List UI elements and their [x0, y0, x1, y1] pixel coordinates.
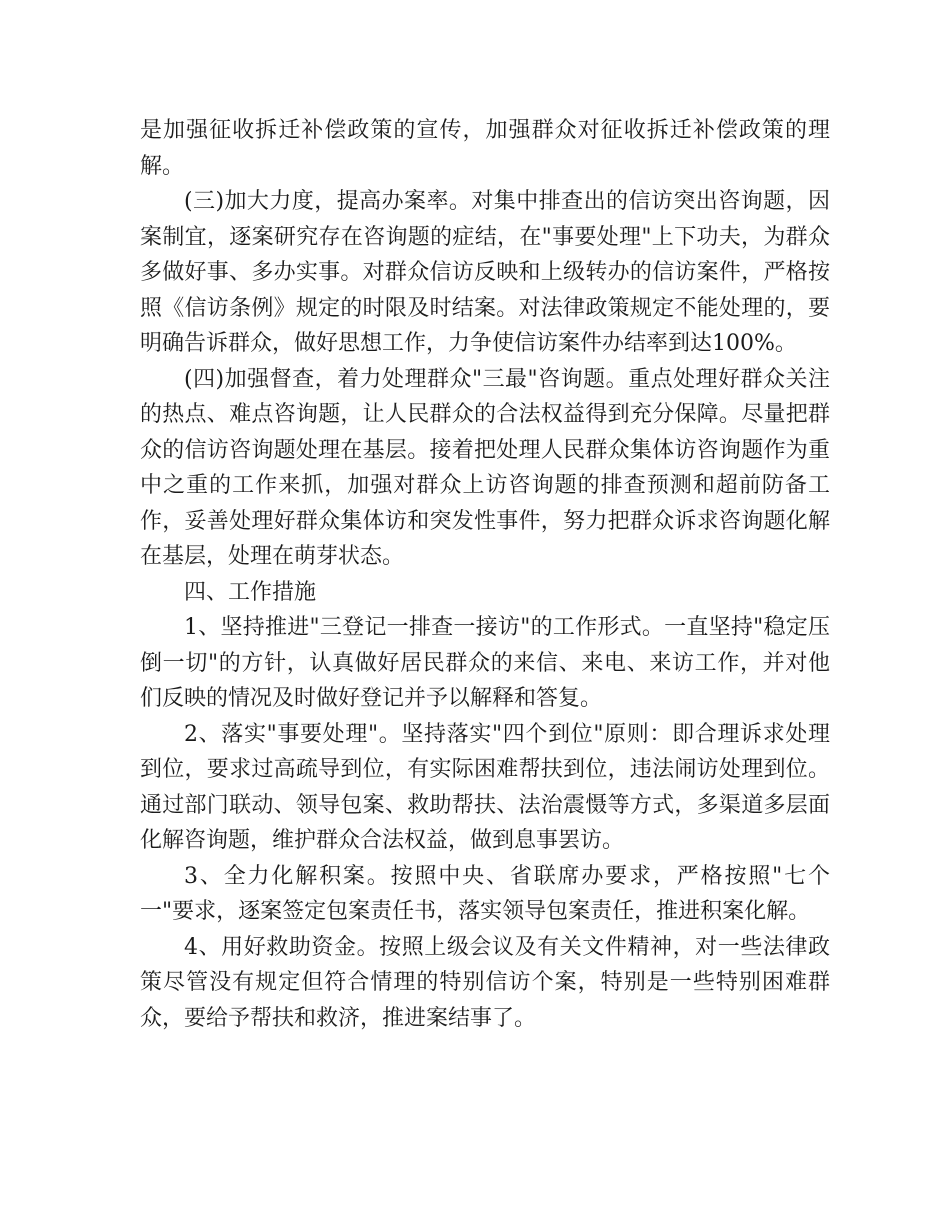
- paragraph-measure-4: 4、用好救助资金。按照上级会议及有关文件精神，对一些法律政策尽管没有规定但符合情理的特别信访个案，特别是一些特别困难群众，要给予帮扶和救济，推进案结事了。: [140, 934, 830, 1031]
- paragraph-section-four: (四)加强督查，着力处理群众"三最"咨询题。重点处理好群众关注的热点、难点咨询题，让人民群众的合法权益得到充分保障。尽量把群众的信访咨询题处理在基层。接着把处理人民群众集体访咨询题作为重中之重的工作来抓，加强对群众上访咨询题的排查预测和超前防备工作，妥善处理好群众集体访和突发性事件，努力把群众诉求咨询题化解在基层，处理在萌芽状态。: [140, 366, 830, 569]
- paragraph-continuation: 是加强征收拆迁补偿政策的宣传，加强群众对征收拆迁补偿政策的理解。: [140, 118, 830, 179]
- document-body: [140, 113, 830, 1036]
- paragraph-measure-1: 1、坚持推进"三登记一排查一接访"的工作形式。一直坚持"稳定压倒一切"的方针，认真做好居民群众的来信、来电、来访工作，并对他们反映的情况及时做好登记并予以解释和答复。: [140, 615, 830, 711]
- paragraph-section-three: (三)加大力度，提高办案率。对集中排查出的信访突出咨询题，因案制宜，逐案研究存在咨询题的症结，在"事要处理"上下功夫，为群众多做好事、多办实事。对群众信访反映和上级转办的信访案件，严格按照《信访条例》规定的时限及时结案。对法律政策规定不能处理的，要明确告诉群众，做好思想工作，力争使信访案件办结率到达100%。: [140, 189, 830, 356]
- section-heading-work-measures: 四、工作措施: [184, 579, 317, 605]
- paragraph-measure-3: 3、全力化解积案。按照中央、省联席办要求，严格按照"七个一"要求，逐案签定包案责任书，落实领导包案责任，推进积案化解。: [140, 863, 830, 924]
- paragraph-measure-2: 2、落实"事要处理"。坚持落实"四个到位"原则：即合理诉求处理到位，要求过高疏导到位，有实际困难帮扶到位，违法闹访处理到位。通过部门联动、领导包案、救助帮扶、法治震慑等方式，多渠道多层面化解咨询题，维护群众合法权益，做到息事罢访。: [140, 721, 830, 853]
